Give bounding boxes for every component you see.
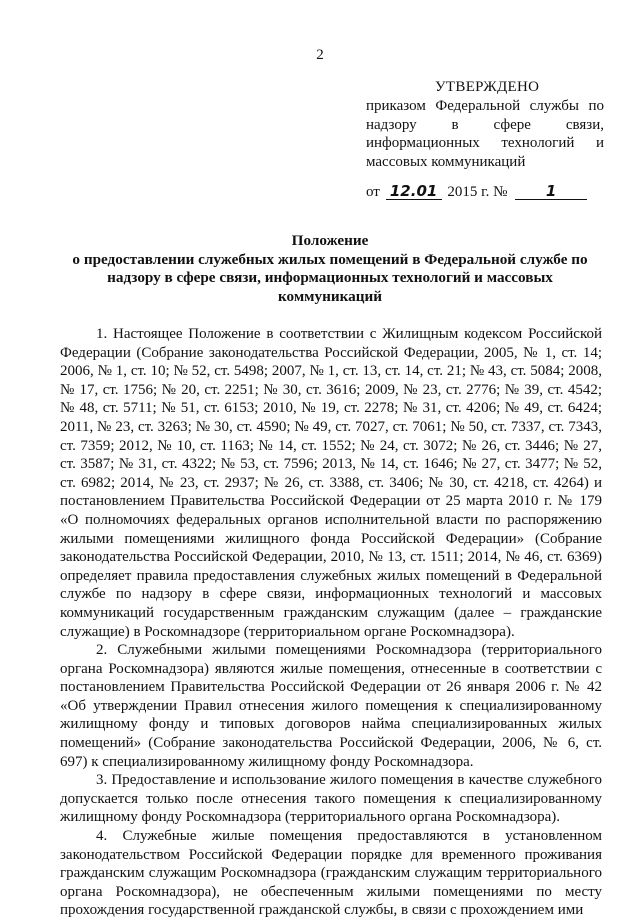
title-line: надзору в сфере связи, информационных технологий и массовых xyxy=(107,269,553,286)
approval-heading: УТВЕРЖДЕНО xyxy=(435,79,540,95)
document-body xyxy=(60,325,602,920)
year-text: 2015 г. xyxy=(447,184,490,200)
approval-date-line xyxy=(366,183,587,201)
number-sign: № xyxy=(493,184,508,200)
handwritten-date: 12.01 xyxy=(386,183,442,200)
paragraph-2: 2. Служебными жилыми помещениями Роскомнадзора (территориального органа Роскомнадзора) являются жилые помещения, отнесенные в соответствии с постановлением Правительства Российской Федерации от 26 января 2006 г. № 42 «Об утверждении Правил отнесения жилого помещения к специализированному жилищному фонду и типовых договоров найма специализированных жилых помещений» (Собрание законодательства Российской Федерации, 2006, № 6, ст. 697) к специализированному жилищному фонду Роскомнадзора. xyxy=(60,642,602,770)
title-line: Положение xyxy=(291,232,369,249)
paragraph-3: 3. Предоставление и использование жилого помещения в качестве служебного допускается только после отнесения такого помещения к специализированному жилищному фонду Роскомнадзора (территориального органа Роскомнадзора). xyxy=(60,772,602,826)
paragraph-4: 4. Служебные жилые помещения предоставляются в установленном законодательством Российской Федерации порядке для временного проживания гражданским служащим Роскомнадзора (гражданским служащим территориального органа Роскомнадзора), не обеспеченным жилыми помещениями по месту прохождения государственной гражданской службы, в связи с прохождением ими xyxy=(60,828,602,919)
approval-order-text: приказом Федеральной службы по надзору в сфере связи, информационных технологий и массовых коммуникаций xyxy=(366,98,604,170)
handwritten-number: 1 xyxy=(515,183,587,200)
title-line: коммуникаций xyxy=(277,287,382,305)
title-line: о предоставлении служебных жилых помещений в Федеральной службе по xyxy=(72,250,588,268)
paragraph-1: 1. Настоящее Положение в соответствии с Жилищным кодексом Российской Федерации (Собрание законодательства Российской Федерации, 2005, № 1, ст. 14; 2006, № 1, ст. 10; № 52, ст. 5498; 2007, № 1, ст. 13, ст. 14, ст. 21; № 43, ст. 5084; 2008, № 17, ст. 1756; № 20, ст. 2251; № 30, ст. 3616; 2009, № 23, ст. 2776; № 39, ст. 4542; № 48, ст. 5711; № 51, ст. 6153; 2010, № 19, ст. 2278; № 31, ст. 4206; № 49, ст. 6424; 2011, № 23, ст. 3263; № 30, ст. 4590; № 49, ст. 7027, ст. 7061; № 50, ст. 7337, ст. 7343, ст. 7359; 2012, № 10, ст. 1163; № 14, ст. 1552; № 24, ст. 3072; № 26, ст. 3446; № 27, ст. 3587; № 31, ст. 4322; № 53, ст. 7596; 2013, № 14, ст. 1646; № 27, ст. 3477; № 52, ст. 6982; 2014, № 23, ст. 2937; № 26, ст. 3388, ст. 3406; № 30, ст. 4218, ст. 4264) и постановлением Правительства Российской Федерации от 25 марта 2010 г. № 179 «О полномочиях федеральных органов исполнительной власти по распоряжению жилыми помещениями жилищного фонда Российской Федерации» (Собрание законодательства Российской Федерации, 2010, № 13, ст. 1511; 2014, № 46, ст. 6369) определяет правила предоставления служебных жилых помещений в Федеральной службе по надзору в сфере связи, информационных технологий и массовых коммуникаций государственным гражданским служащим (далее – гражданские служащие) в Роскомнадзоре (территориальном органе Роскомнадзора). xyxy=(60,326,602,640)
page-number: 2 xyxy=(316,47,324,63)
document-title xyxy=(60,232,600,306)
date-prefix: от xyxy=(366,184,380,200)
